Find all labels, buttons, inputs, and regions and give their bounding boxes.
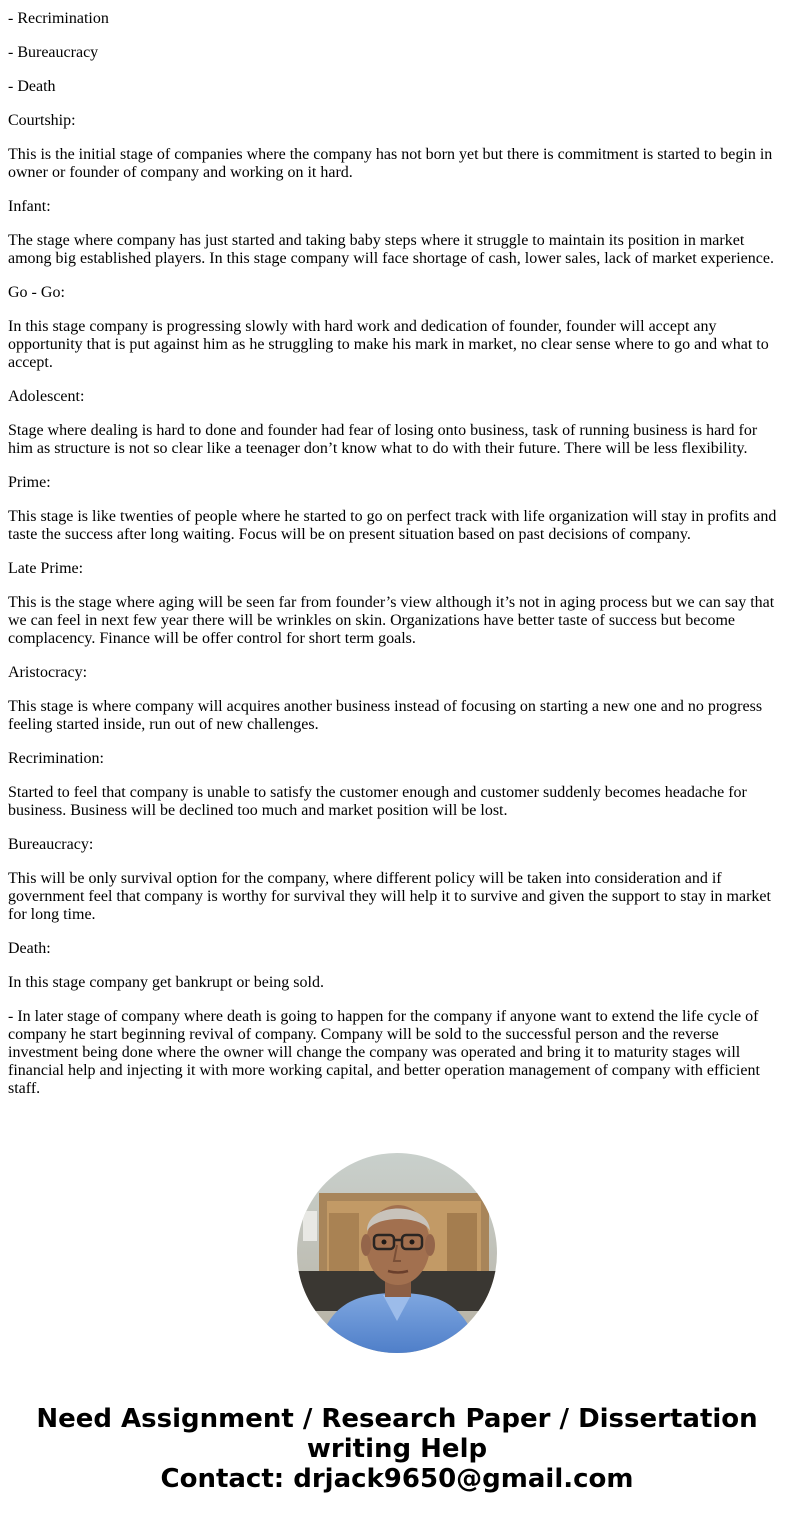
promo-contact: Contact: drjack9650@gmail.com [160,1464,634,1494]
closing-paragraph: - In later stage of company where death is going to happen for the company if anyone want to extend the life cycle of company he start beginning revival of company. Company will be sold to the successful person and the reverse investment being done where the owner will change the company was operated and bring it to maturity stages will financial help and injecting it with more working capital, and better operation management of company with efficient staff. [8,1008,760,1097]
list-item-bureaucracy: - Bureaucracy [8,44,99,61]
stage-heading-courtship: Courtship: [8,112,76,129]
stage-text-adolescent: Stage where dealing is hard to done and founder had fear of losing onto business, task of running business is hard for him as structure is not so clear like a teenager don’t know what to do with their future. There will be less flexibility. [8,422,758,457]
list-item-death: - Death [8,78,56,95]
stage-heading-prime: Prime: [8,474,51,491]
stage-text-courtship: This is the initial stage of companies where the company has not born yet but there is commitment is started to begin in owner or founder of company and working on it hard. [8,146,773,181]
list-item-recrimination: - Recrimination [8,10,109,27]
stage-text-bureaucracy: This will be only survival option for the company, where different policy will be taken into consideration and if government feel that company is worthy for survival they will help it to survive and given the support to stay in market for long time. [8,870,771,923]
stage-heading-infant: Infant: [8,198,51,215]
stage-heading-aristocracy: Aristocracy: [8,664,88,681]
author-avatar [297,1153,497,1353]
stage-heading-late-prime: Late Prime: [8,560,84,577]
stage-text-death: In this stage company get bankrupt or being sold. [8,974,324,991]
stage-text-late-prime: This is the stage where aging will be seen far from founder’s view although it’s not in aging process but we can say that we can feel in next few year there will be wrinkles on skin. Organizations have better taste of success but become complacency. Finance will be offer control for short term goals. [8,594,775,647]
author-photo [297,1153,497,1353]
stage-text-recrimination: Started to feel that company is unable to satisfy the customer enough and customer suddenly becomes headache for business. Business will be declined too much and market position will be lost. [8,784,747,819]
promo-line-1: Need Assignment / Research Paper / Dissertation [36,1404,758,1434]
stage-heading-go-go: Go - Go: [8,284,65,301]
stage-heading-death: Death: [8,940,51,957]
stage-text-prime: This stage is like twenties of people where he started to go on perfect track with life organization will stay in profits and taste the success after long waiting. Focus will be on present situation based on past decisions of company. [8,508,777,543]
stage-text-aristocracy: This stage is where company will acquires another business instead of focusing on starting a new one and no progress feeling started inside, run out of new challenges. [8,698,763,733]
promo-banner [0,1404,794,1494]
stage-heading-recrimination: Recrimination: [8,750,104,767]
article-body [8,0,780,1114]
promo-line-2: writing Help [306,1434,488,1464]
stage-text-go-go: In this stage company is progressing slowly with hard work and dedication of founder, founder will accept any opportunity that is put against him as he struggling to make his mark in market, no clear sense where to go and what to accept. [8,318,769,371]
stage-heading-adolescent: Adolescent: [8,388,85,405]
stage-text-infant: The stage where company has just started and taking baby steps where it struggle to maintain its position in market among big established players. In this stage company will face shortage of cash, lower sales, lack of market experience. [8,232,774,267]
stage-heading-bureaucracy: Bureaucracy: [8,836,94,853]
